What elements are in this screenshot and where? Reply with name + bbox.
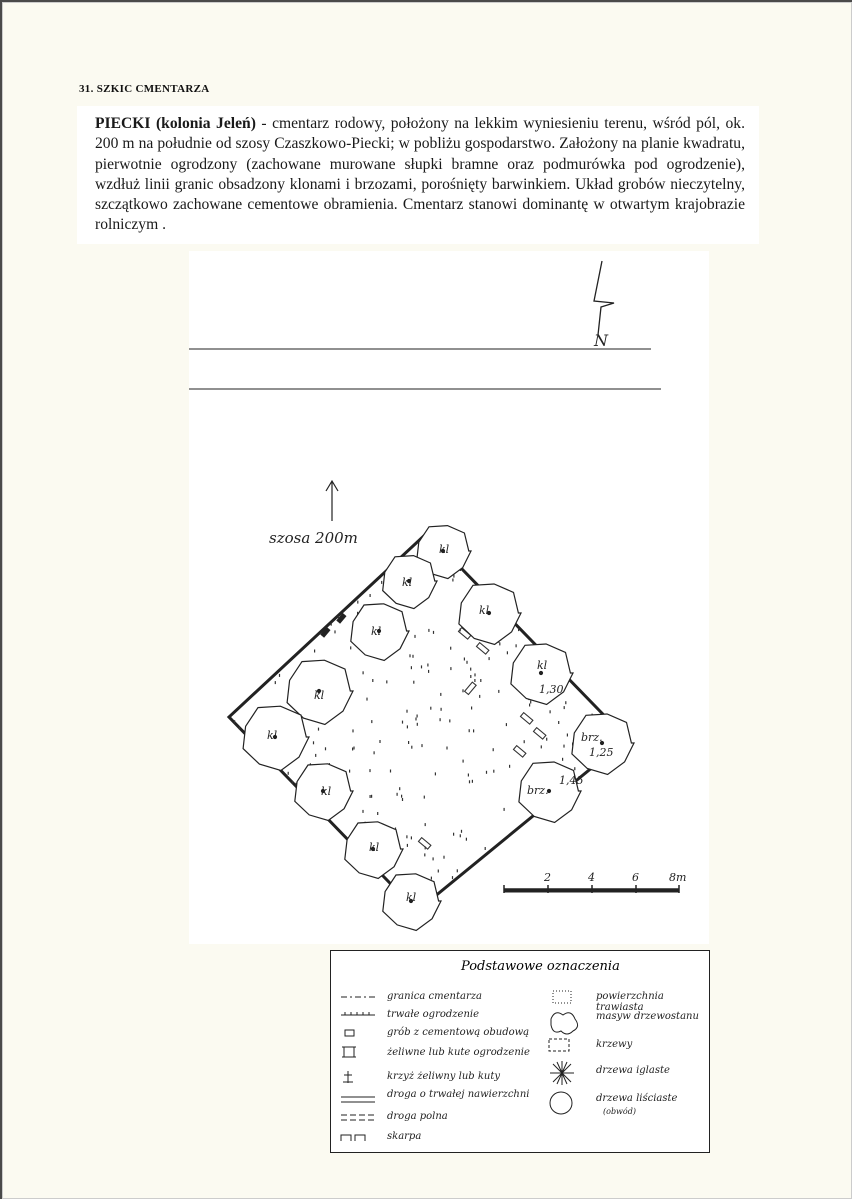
- grass-mark: [498, 690, 499, 693]
- grass-mark: [450, 667, 451, 670]
- grass-mark: [489, 657, 490, 660]
- legend-item-boundary: granica cmentarza: [387, 991, 482, 1002]
- grass-mark: [352, 729, 353, 732]
- legend-item-conifers: drzewa iglaste: [596, 1065, 670, 1076]
- grass-mark: [397, 793, 398, 796]
- grass-mark: [471, 707, 472, 710]
- grass-mark: [469, 729, 470, 732]
- grass-mark: [516, 644, 517, 647]
- grass-mark: [428, 629, 429, 632]
- grass-mark: [452, 876, 453, 879]
- grass-mark: [431, 877, 432, 880]
- grass-mark: [313, 741, 314, 744]
- grass-mark: [507, 651, 508, 654]
- grass-mark: [318, 728, 319, 731]
- grass-mark: [399, 787, 400, 790]
- grass-mark: [353, 747, 354, 750]
- scale-tick: 8m: [669, 871, 687, 884]
- grass-mark: [462, 689, 463, 692]
- tree-label: kl: [369, 841, 380, 854]
- grass-mark: [411, 836, 412, 839]
- grass-mark: [413, 681, 414, 684]
- section-heading: 31. SZKIC CMENTARZA: [79, 83, 210, 95]
- legend-item-slope: skarpa: [387, 1131, 422, 1142]
- description-box: [77, 106, 759, 244]
- grass-mark: [334, 630, 335, 633]
- iron-fence-symbol: [342, 1047, 356, 1057]
- grass-mark: [417, 715, 418, 718]
- grass-mark: [381, 581, 382, 584]
- grass-mark: [464, 658, 465, 661]
- grass-mark: [372, 679, 373, 682]
- field-road-symbol: [341, 1115, 374, 1120]
- legend-item-iron-fence: żeliwne lub kute ogrodzenie: [387, 1047, 530, 1058]
- page: [2, 2, 852, 1199]
- grass-mark: [325, 747, 326, 750]
- grass-mark: [371, 720, 372, 723]
- grass-mark: [466, 838, 467, 841]
- grass-mark: [565, 701, 566, 704]
- tree-label: kl: [479, 604, 490, 617]
- shrubs-symbol: [549, 1039, 569, 1051]
- tree-label: kl: [402, 576, 413, 589]
- grass-mark: [408, 741, 409, 744]
- grass-mark: [574, 767, 575, 770]
- grass-mark: [461, 830, 462, 833]
- cemetery-sketch: [189, 251, 709, 944]
- grass-mark: [406, 710, 407, 713]
- grass-mark: [450, 647, 451, 650]
- place-name: PIECKI (kolonia Jeleń): [95, 115, 256, 132]
- grass-mark: [374, 751, 375, 754]
- grass-mark: [370, 594, 371, 597]
- grass-mark: [369, 769, 370, 772]
- grass-mark: [486, 771, 487, 774]
- grass-mark: [390, 770, 391, 773]
- north-label: N: [594, 331, 608, 350]
- grass-mark: [449, 719, 450, 722]
- grass-mark: [453, 833, 454, 836]
- grass-mark: [493, 770, 494, 773]
- grass-mark: [239, 726, 240, 729]
- grass-mark: [424, 853, 425, 856]
- tree-label: kl: [406, 891, 417, 904]
- grass-mark: [421, 744, 422, 747]
- legend-item-woodland: masyw drzewostanu: [596, 1011, 699, 1022]
- grass-mark: [402, 798, 403, 801]
- conifer-symbol: [550, 1061, 574, 1085]
- grass-mark: [430, 707, 431, 710]
- grass-mark: [470, 668, 471, 671]
- grass-mark: [493, 748, 494, 751]
- grass-mark: [468, 774, 469, 777]
- grass-mark: [433, 631, 434, 634]
- grass-mark: [470, 675, 471, 678]
- grass-mark: [234, 720, 235, 723]
- grass-mark: [457, 869, 458, 872]
- tree-label: kl: [314, 689, 325, 702]
- grass-mark: [529, 704, 530, 707]
- grass-mark: [499, 642, 500, 645]
- sketch-svg: [189, 251, 709, 944]
- grass-mark: [567, 734, 568, 737]
- grass-mark: [357, 601, 358, 604]
- grass-mark: [518, 628, 519, 631]
- grass-mark: [350, 646, 351, 649]
- tree-label: kl: [371, 625, 382, 638]
- grass-mark: [427, 664, 428, 667]
- grass-mark: [558, 721, 559, 724]
- grass-mark: [473, 729, 474, 732]
- grass-mark: [421, 665, 422, 668]
- grass-mark: [562, 758, 563, 761]
- grass-mark: [474, 679, 475, 682]
- grass-mark: [564, 706, 565, 709]
- grass-mark: [401, 795, 402, 798]
- grass-mark: [469, 780, 470, 783]
- grass-mark: [440, 718, 441, 721]
- grass-mark: [315, 754, 316, 757]
- grass-mark: [386, 680, 387, 683]
- grass-mark: [435, 772, 436, 775]
- grass-mark: [292, 781, 293, 784]
- grass-mark: [509, 765, 510, 768]
- grass-mark: [504, 808, 505, 811]
- grass-mark: [377, 812, 378, 815]
- grass-mark: [546, 738, 547, 741]
- scale-bar: [504, 885, 679, 893]
- tree-label: kl: [439, 543, 450, 556]
- description-text: - cmentarz rodowy, położony na lekkim wyniesieniu terenu, wśród pól, ok. 200 m na południe od szosy Czaszkowo-Piecki; w pobliżu gospodarstwo. Założony na planie kwadratu, pierwotnie ogrodzony (zachowane murowane słupki bramne oraz podmurówka pod ogrodzenie), wzdłuż linii granic obsadzony klonami i brzozami, porośnięty barwinkiem. Układ grobów nieczytelny, szczątkowo zachowane cementowe obramienia. Cmentarz stanowi dominantę w otwartym krajobrazie rolniczym .: [95, 115, 745, 234]
- grass-mark: [338, 616, 339, 619]
- slope-symbol: [341, 1135, 365, 1141]
- grass-mark: [424, 796, 425, 799]
- paved-road-symbol: [341, 1097, 375, 1102]
- tree-label: brz.: [581, 731, 603, 744]
- grass-mark: [288, 772, 289, 775]
- grass-mark: [379, 740, 380, 743]
- grass-mark: [440, 693, 441, 696]
- grass-mark: [441, 708, 442, 711]
- grass-mark: [466, 661, 467, 664]
- grass-mark: [530, 701, 531, 704]
- grass-mark: [563, 745, 564, 748]
- scale-tick: 6: [632, 871, 639, 884]
- tree-size: 1,30: [539, 683, 564, 696]
- grass-mark: [371, 795, 372, 798]
- grass-mark: [414, 635, 415, 638]
- cross-symbol: [343, 1071, 353, 1083]
- grass-mark: [352, 748, 353, 751]
- legend-item-paved-road: droga o trwałej nawierzchni: [387, 1089, 530, 1100]
- woodland-symbol: [551, 1013, 578, 1034]
- grass-mark: [541, 745, 542, 748]
- legend-item-shrubs: krzewy: [596, 1039, 633, 1050]
- tree-labels: [267, 543, 614, 904]
- grass-mark: [406, 835, 407, 838]
- legend-item-fence: trwałe ogrodzenie: [387, 1009, 480, 1020]
- grass-mark: [331, 623, 332, 626]
- grass-mark: [433, 857, 434, 860]
- grass-mark: [425, 823, 426, 826]
- grass-mark: [415, 718, 416, 721]
- grass-mark: [362, 810, 363, 813]
- tree-label: kl: [537, 659, 548, 672]
- grass-mark: [417, 723, 418, 726]
- grass-mark: [474, 673, 475, 676]
- grass-mark: [463, 760, 464, 763]
- tree-label: kl: [267, 729, 278, 742]
- grass-mark: [366, 698, 367, 701]
- grass-mark: [411, 666, 412, 669]
- scale-tick: 2: [544, 871, 551, 884]
- tree-label: kl: [321, 785, 332, 798]
- tree-size: 1,25: [589, 746, 614, 759]
- legend-item-field-road: droga polna: [387, 1111, 448, 1122]
- legend-item-deciduous: drzewa liściaste: [596, 1093, 678, 1104]
- grass-mark: [428, 670, 429, 673]
- legend-item-grass: powierzchnia trawiasta: [596, 991, 664, 1013]
- grave-symbol: [345, 1030, 354, 1036]
- grass-mark: [411, 746, 412, 749]
- fence-symbol: [341, 1012, 375, 1015]
- grass-mark: [409, 654, 410, 657]
- road-label: szosa 200m: [269, 529, 358, 547]
- grass-mark: [480, 679, 481, 682]
- road-arrow: [326, 481, 338, 521]
- grass-mark: [446, 747, 447, 750]
- grass-mark: [485, 847, 486, 850]
- grass-mark: [370, 795, 371, 798]
- grass-mark: [452, 579, 453, 582]
- grass-mark: [460, 834, 461, 837]
- grass-mark: [438, 870, 439, 873]
- grass-mark: [402, 721, 403, 724]
- grass-mark: [279, 674, 280, 677]
- grass-mark: [506, 723, 507, 726]
- tree-size: 1,45: [559, 774, 584, 787]
- legend-item-grave: grób z cementową obudową: [387, 1027, 530, 1038]
- grass-symbol: [553, 991, 571, 1003]
- grass-mark: [407, 725, 408, 728]
- legend: [330, 950, 710, 1153]
- grass-mark: [363, 671, 364, 674]
- grass-mark: [349, 770, 350, 773]
- grass-mark: [479, 695, 480, 698]
- north-arrow: [594, 261, 614, 335]
- legend-item-cross: krzyż żeliwny lub kuty: [387, 1071, 501, 1082]
- grass-mark: [407, 844, 408, 847]
- grass-mark: [550, 710, 551, 713]
- grass-mark: [412, 655, 413, 658]
- grass-mark: [472, 780, 473, 783]
- tree-label: brz.: [527, 784, 549, 797]
- legend-item-circumference: (obwód): [603, 1107, 636, 1116]
- grass-mark: [443, 856, 444, 859]
- grass-mark: [314, 650, 315, 653]
- grass-mark: [275, 681, 276, 684]
- deciduous-symbol: [550, 1092, 572, 1114]
- legend-title: Podstawowe oznaczenia: [461, 959, 620, 974]
- grass-mark: [524, 740, 525, 743]
- scale-tick: 4: [588, 871, 595, 884]
